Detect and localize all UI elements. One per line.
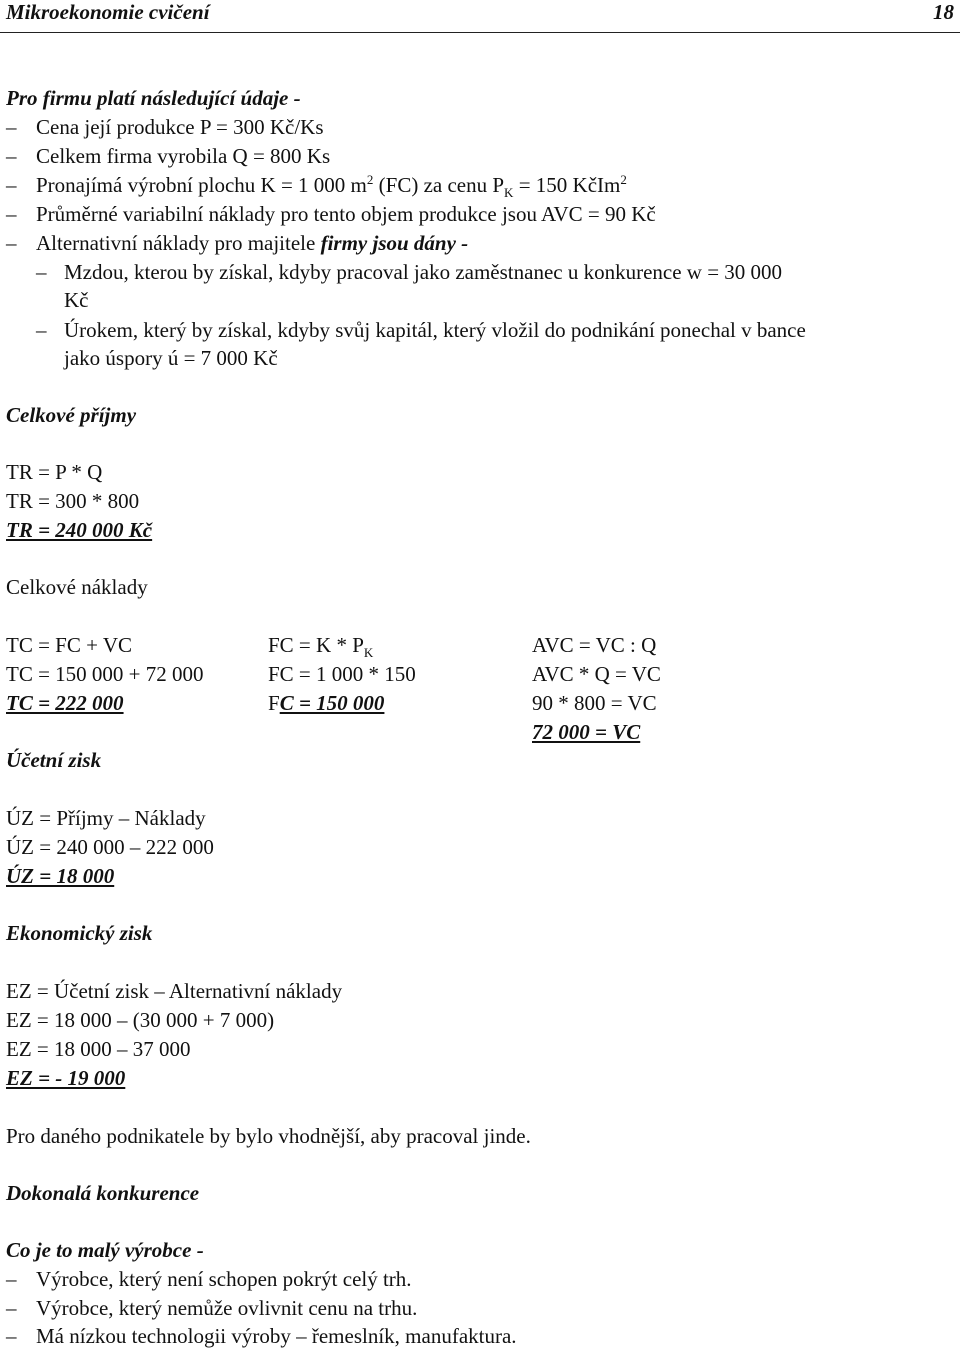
economic-profit-step: EZ = 18 000 – 37 000: [6, 1037, 191, 1061]
rent-sup-2: 2: [620, 172, 627, 187]
intro-heading: Pro firmu platí následující údaje -: [6, 86, 301, 110]
avc-formula: AVC = VC : Q: [532, 633, 657, 657]
tc-result: TC = 222 000: [6, 691, 124, 715]
fc-formula: [268, 631, 373, 659]
avc-rearranged: AVC * Q = VC: [532, 662, 661, 686]
sub-item-wage-line1: Mzdou, kterou by získal, kdyby pracoval jako zaměstnanec u konkurence w = 30 000: [64, 260, 783, 284]
revenue-heading: Celkové příjmy: [6, 403, 137, 427]
rent-text-b: (FC) za cenu P: [373, 173, 505, 197]
sub-item-wage-line2: Kč: [64, 288, 89, 312]
document-title: Mikroekonomie cvičení: [6, 0, 210, 24]
list-item-price: Cena její produkce P = 300 Kč/Ks: [36, 115, 324, 139]
sub-item-interest-line1: Úrokem, který by získal, kdyby svůj kapitál, který vložil do podnikání ponechal v bance: [64, 318, 806, 342]
list-item-rent: [36, 171, 627, 199]
costs-heading: Celkové náklady: [6, 575, 148, 599]
bullet-dash: –: [6, 231, 17, 255]
revenue-substitution: TR = 300 * 800: [6, 489, 140, 513]
fc-formula-sub: K: [363, 645, 374, 661]
rent-sub: K: [504, 185, 514, 201]
bullet-dash: –: [6, 1324, 17, 1348]
list-item-quantity: Celkem firma vyrobila Q = 800 Ks: [36, 144, 331, 168]
sub-item-interest-line2: jako úspory ú = 7 000 Kč: [64, 346, 278, 370]
fc-result-plain: F: [268, 691, 280, 715]
list-item-alternative-costs: [36, 229, 468, 257]
fc-result-underlined: C = 150 000: [279, 691, 385, 715]
bullet-dash: –: [6, 115, 17, 139]
fc-substitution: FC = 1 000 * 150: [268, 662, 416, 686]
accounting-profit-substitution: ÚZ = 240 000 – 222 000: [6, 835, 214, 859]
rent-sup-1: 2: [366, 172, 374, 187]
bullet-dash: –: [6, 202, 17, 226]
accounting-profit-heading: Účetní zisk: [6, 748, 102, 772]
small-producer-item: Má nízkou technologii výroby – řemeslník, manufaktura.: [36, 1324, 517, 1348]
small-producer-item: Výrobce, který není schopen pokrýt celý trh.: [36, 1267, 412, 1291]
revenue-formula: TR = P * Q: [6, 460, 103, 484]
bullet-dash: –: [6, 173, 17, 197]
perfect-competition-heading: Dokonalá konkurence: [6, 1181, 200, 1205]
bullet-dash: –: [6, 144, 17, 168]
revenue-result: TR = 240 000 Kč: [6, 518, 153, 542]
avc-substitution: 90 * 800 = VC: [532, 691, 657, 715]
accounting-profit-result: ÚZ = 18 000: [6, 864, 115, 888]
bullet-dash: –: [36, 260, 47, 284]
vc-result: 72 000 = VC: [532, 720, 641, 744]
alt-costs-bold: firmy jsou dány -: [320, 231, 469, 255]
economic-profit-substitution: EZ = 18 000 – (30 000 + 7 000): [6, 1008, 275, 1032]
page-number: 18: [933, 0, 954, 24]
small-producer-item: Výrobce, který nemůže ovlivnit cenu na trhu.: [36, 1296, 418, 1320]
conclusion-text: Pro daného podnikatele by bylo vhodnější, aby pracoval jinde.: [6, 1124, 531, 1148]
page-header: [0, 0, 960, 33]
bullet-dash: –: [6, 1267, 17, 1291]
bullet-dash: –: [6, 1296, 17, 1320]
fc-result: [268, 689, 384, 717]
bullet-dash: –: [36, 318, 47, 342]
tc-formula: TC = FC + VC: [6, 633, 132, 657]
rent-text-c: = 150 KčIm: [513, 173, 621, 197]
fc-formula-main: FC = K * P: [268, 633, 364, 657]
list-item-avc: Průměrné variabilní náklady pro tento objem produkce jsou AVC = 90 Kč: [36, 202, 656, 226]
tc-substitution: TC = 150 000 + 72 000: [6, 662, 204, 686]
small-producer-heading: Co je to malý výrobce -: [6, 1238, 204, 1262]
rent-text-a: Pronajímá výrobní plochu K = 1 000 m: [36, 173, 367, 197]
economic-profit-heading: Ekonomický zisk: [6, 921, 153, 945]
accounting-profit-formula: ÚZ = Příjmy – Náklady: [6, 806, 206, 830]
alt-costs-plain: Alternativní náklady pro majitele: [36, 231, 321, 255]
economic-profit-result: EZ = - 19 000: [6, 1066, 126, 1090]
economic-profit-formula: EZ = Účetní zisk – Alternativní náklady: [6, 979, 343, 1003]
